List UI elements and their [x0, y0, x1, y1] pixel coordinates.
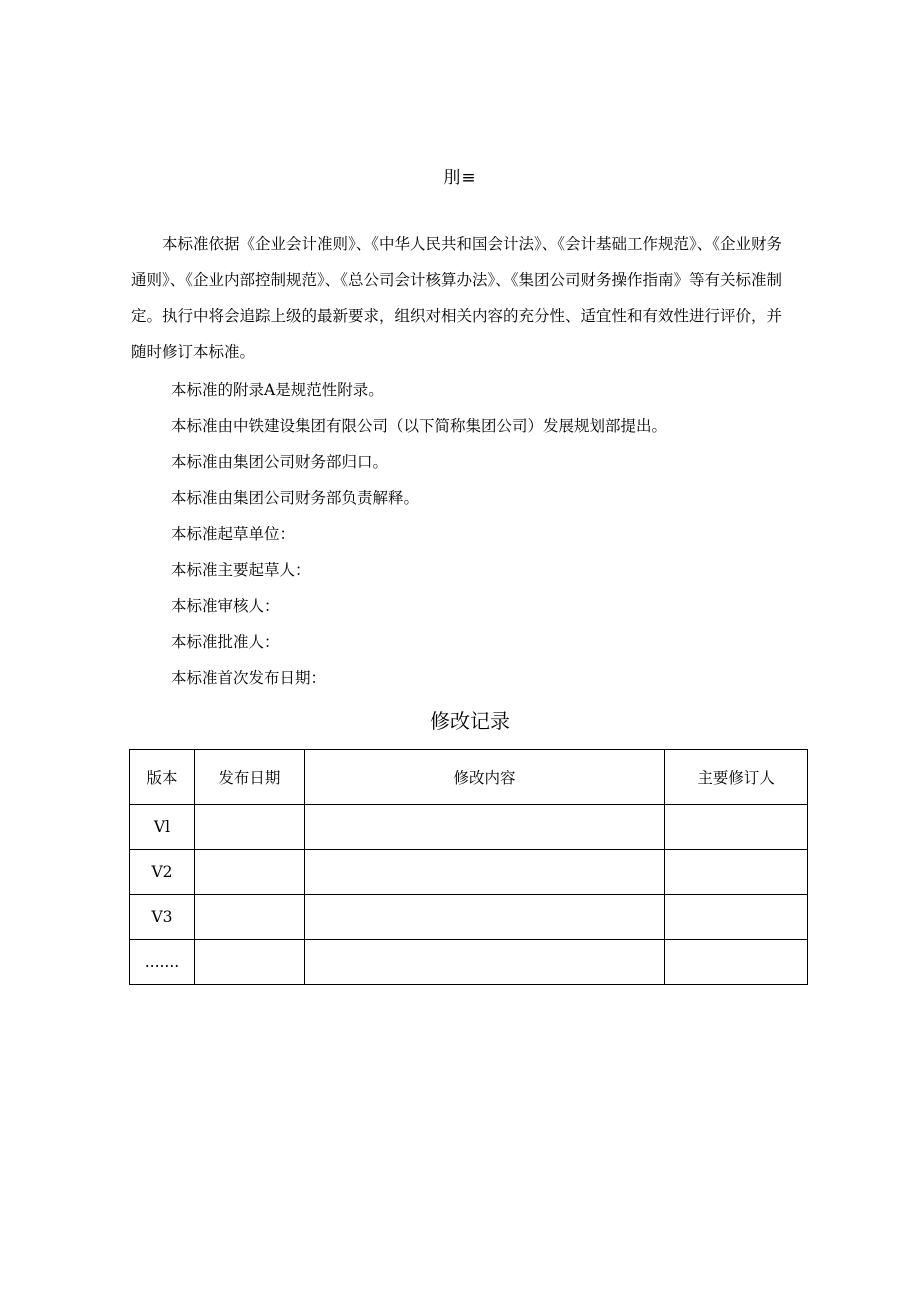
revision-table-title: 修改记录 [430, 709, 510, 733]
intro-paragraph-text: 本标准依据《企业会计准则》、《中华人民共和国会计法》、《会计基础工作规范》、《企业财务通则》、《企业内部控制规范》、《总公司会计核算办法》、《集团公司财务操作指南》等有关标准制定。执行中将会追踪上级的最新要求，组织对相关内容的充分性、适宜性和有效性进行评价，并随时修订本标准。 [131, 235, 783, 361]
table-row [130, 940, 808, 985]
change-content-cell [304, 895, 664, 940]
reviewer-label: 本标准审核人： [171, 597, 280, 615]
responsible-dept-note: 本标准由集团公司财务部归口。 [171, 453, 389, 471]
table-row [130, 895, 808, 940]
appendix-note: 本标准的附录A是规范性附录。 [171, 381, 384, 399]
table-row [130, 850, 808, 895]
main-reviser-cell [665, 805, 808, 850]
version-cell: ....... [130, 940, 195, 985]
page-title: 刖≡ [443, 168, 477, 188]
version-cell: Vl [130, 805, 195, 850]
main-reviser-cell [665, 895, 808, 940]
version-cell: V3 [130, 895, 195, 940]
revision-table [129, 749, 808, 985]
header-change-content: 修改内容 [304, 750, 664, 805]
main-drafter-label: 本标准主要起草人： [171, 561, 311, 579]
change-content-cell [304, 805, 664, 850]
main-reviser-cell [665, 940, 808, 985]
table-row [130, 805, 808, 850]
intro-paragraph [131, 226, 793, 370]
release-date-cell [194, 940, 304, 985]
first-release-date-label: 本标准首次发布日期： [171, 669, 327, 687]
release-date-cell [194, 850, 304, 895]
table-header-row [130, 750, 808, 805]
proposer-note: 本标准由中铁建设集团有限公司（以下简称集团公司）发展规划部提出。 [171, 417, 668, 435]
release-date-cell [194, 805, 304, 850]
drafting-unit-label: 本标准起草单位： [171, 525, 296, 543]
header-version: 版本 [130, 750, 195, 805]
interpretation-note: 本标准由集团公司财务部负责解释。 [171, 489, 420, 507]
version-cell: V2 [130, 850, 195, 895]
main-reviser-cell [665, 850, 808, 895]
approver-label: 本标准批准人： [171, 633, 280, 651]
change-content-cell [304, 850, 664, 895]
change-content-cell [304, 940, 664, 985]
release-date-cell [194, 895, 304, 940]
header-main-reviser: 主要修订人 [665, 750, 808, 805]
header-release-date: 发布日期 [194, 750, 304, 805]
